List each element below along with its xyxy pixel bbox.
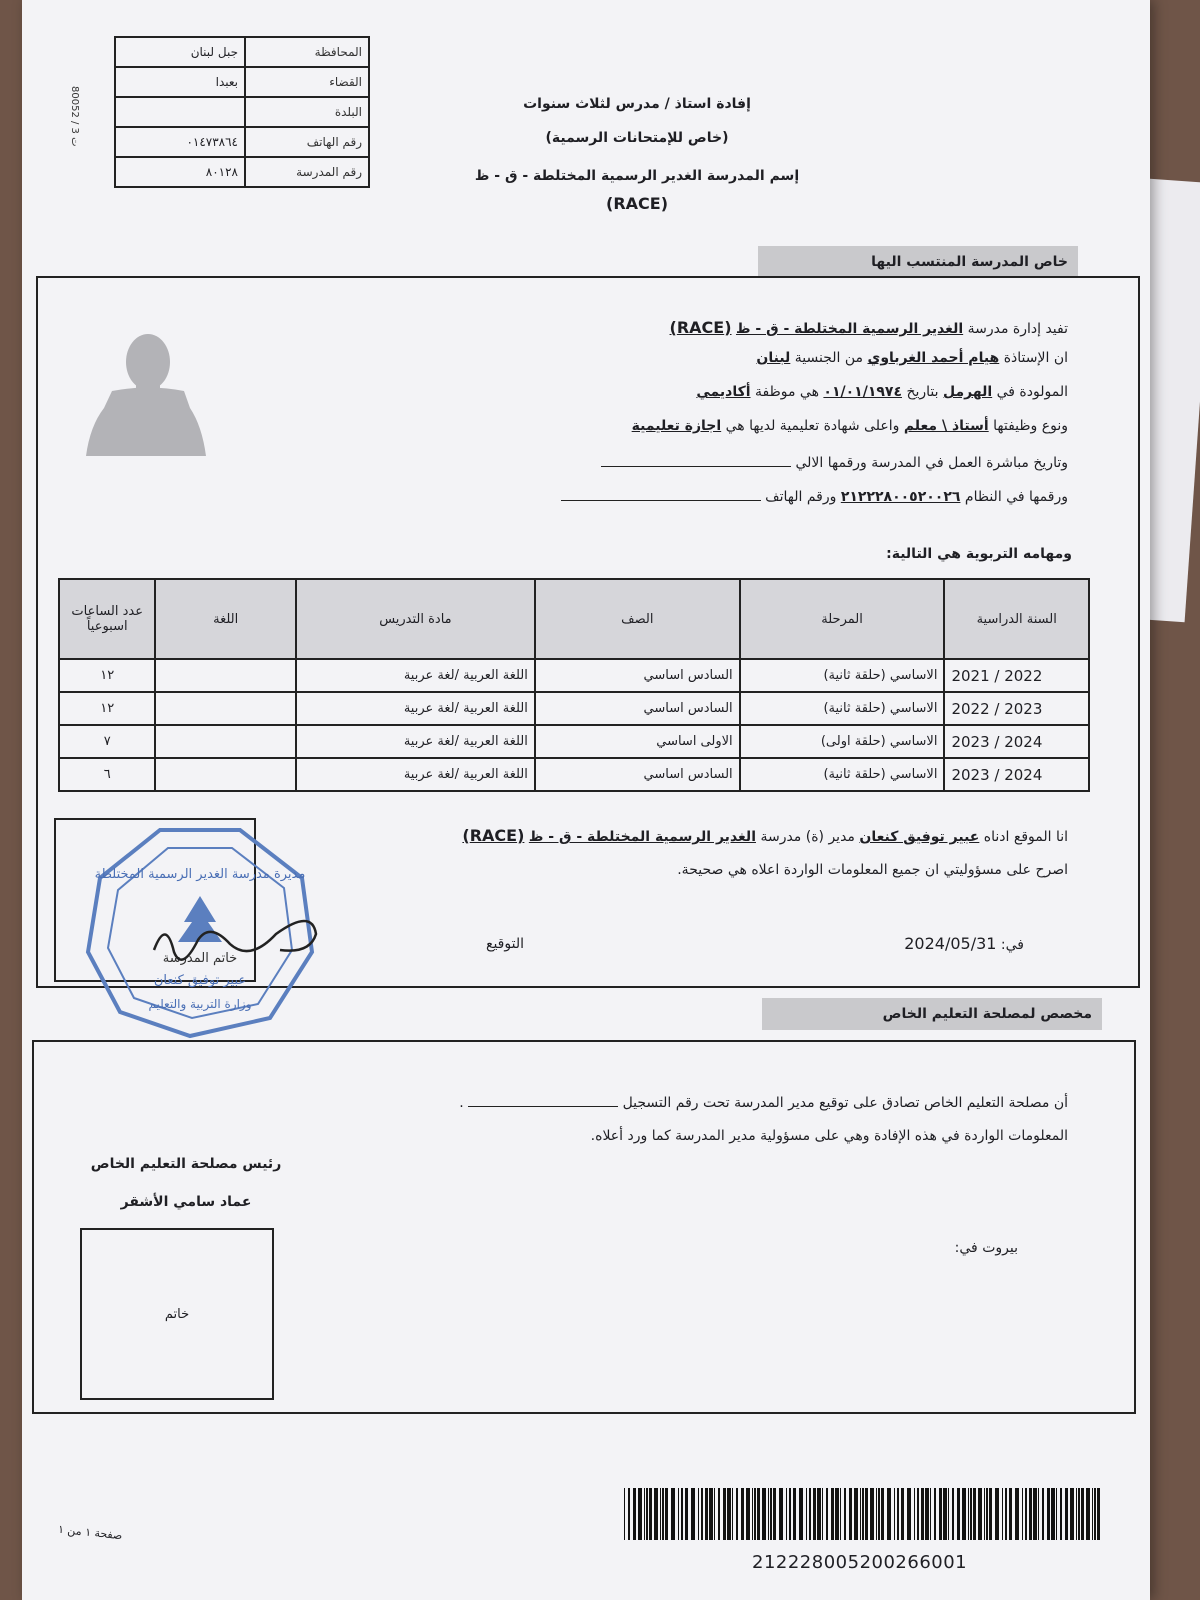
side-code: 80052 / 3 ت — [69, 86, 80, 147]
barcode-bar — [757, 1488, 760, 1540]
header-school: إسم المدرسة الغدير الرسمية المختلطة - ق - ظ — [474, 168, 800, 184]
statement-line-4: ونوع وظيفتها أستاذ \ معلم واعلى شهادة تعليمية لديها هي اجازة تعليمية — [631, 418, 1068, 434]
statement-line-6: ورقمها في النظام ٢١٢٢٢٨٠٠٥٢٠٠٢٦ ورقم الهاتف — [561, 486, 1068, 505]
barcode-bar — [1070, 1488, 1074, 1540]
barcode-bar — [1025, 1488, 1027, 1540]
table-cell: اللغة العربية /لغة عربية — [296, 692, 535, 725]
barcode-bar — [741, 1488, 744, 1540]
barcode-bar — [1081, 1488, 1084, 1540]
barcode — [624, 1488, 1104, 1540]
barcode-bar — [1015, 1488, 1019, 1540]
table-cell: الاساسي (حلقة ثانية) — [740, 758, 945, 791]
barcode-bar — [939, 1488, 942, 1540]
barcode-bar — [1022, 1488, 1023, 1540]
barcode-bar — [633, 1488, 636, 1540]
barcode-bar — [1038, 1488, 1039, 1540]
table-header: اللغة — [155, 579, 296, 659]
table-header: مادة التدريس — [296, 579, 535, 659]
info-row — [115, 127, 369, 157]
duties-title: ومهامه التربوية هي التالية: — [886, 546, 1072, 562]
table-cell: اللغة العربية /لغة عربية — [296, 725, 535, 758]
table-cell — [155, 758, 296, 791]
barcode-bar — [705, 1488, 708, 1540]
barcode-bar — [921, 1488, 924, 1540]
barcode-bar — [840, 1488, 841, 1540]
barcode-bar — [685, 1488, 688, 1540]
table-cell: الاساسي (حلقة ثانية) — [740, 659, 945, 692]
barcode-bar — [957, 1488, 960, 1540]
barcode-bar — [681, 1488, 683, 1540]
barcode-bar — [773, 1488, 776, 1540]
declaration-line-2: اصرح على مسؤوليتي ان جميع المعلومات الواردة اعلاه هي صحيحة. — [677, 862, 1068, 878]
barcode-bar — [1060, 1488, 1062, 1540]
barcode-bar — [665, 1488, 668, 1540]
barcode-bar — [701, 1488, 703, 1540]
table-cell: الاولى اساسي — [535, 725, 740, 758]
barcode-bar — [649, 1488, 652, 1540]
barcode-bar — [865, 1488, 868, 1540]
barcode-bar — [813, 1488, 816, 1540]
barcode-bar — [732, 1488, 733, 1540]
barcode-bar — [1092, 1488, 1093, 1540]
barcode-bar — [1047, 1488, 1050, 1540]
barcode-bar — [789, 1488, 791, 1540]
barcode-bar — [1042, 1488, 1044, 1540]
barcode-bar — [849, 1488, 852, 1540]
barcode-bar — [925, 1488, 929, 1540]
info-row — [115, 67, 369, 97]
stamp-bottom-text: وزارة التربية والتعليم — [148, 997, 252, 1011]
barcode-bar — [768, 1488, 769, 1540]
barcode-bar — [746, 1488, 750, 1540]
barcode-bar — [709, 1488, 713, 1540]
barcode-bar — [835, 1488, 839, 1540]
barcode-bar — [1097, 1488, 1100, 1540]
barcode-bar — [736, 1488, 738, 1540]
approval-line-2: المعلومات الواردة في هذه الإفادة وهي على مسؤولية مدير المدرسة كما ورد أعلاه. — [590, 1128, 1068, 1144]
table-cell: 2023 / 2024 — [944, 725, 1089, 758]
barcode-bar — [995, 1488, 999, 1540]
barcode-bar — [678, 1488, 679, 1540]
barcode-bar — [973, 1488, 976, 1540]
barcode-bar — [752, 1488, 753, 1540]
barcode-bar — [831, 1488, 834, 1540]
barcode-bar — [646, 1488, 648, 1540]
barcode-bar — [779, 1488, 783, 1540]
barcode-bar — [986, 1488, 988, 1540]
info-value: جبل لبنان — [115, 37, 245, 67]
barcode-bar — [1009, 1488, 1012, 1540]
barcode-bar — [799, 1488, 803, 1540]
table-cell: اللغة العربية /لغة عربية — [296, 758, 535, 791]
head-name: عماد سامي الأشقر — [120, 1194, 252, 1210]
info-label: رقم المدرسة — [245, 157, 369, 187]
table-cell: ٧ — [59, 725, 155, 758]
table-header: عدد الساعات اسبوعياً — [59, 579, 155, 659]
photo-placeholder — [82, 316, 212, 456]
seal-label: خاتم — [164, 1306, 190, 1322]
barcode-bar — [786, 1488, 787, 1540]
barcode-bar — [952, 1488, 954, 1540]
barcode-bar — [1051, 1488, 1055, 1540]
barcode-bar — [727, 1488, 731, 1540]
table-cell: السادس اساسي — [535, 659, 740, 692]
barcode-bar — [671, 1488, 675, 1540]
header-title: إفادة استاذ / مدرس لثلاث سنوات — [523, 96, 751, 112]
barcode-bar — [1029, 1488, 1032, 1540]
info-value — [115, 97, 245, 127]
barcode-bar — [628, 1488, 630, 1540]
table-cell: ٦ — [59, 758, 155, 791]
table-cell: السادس اساسي — [535, 758, 740, 791]
barcode-bar — [876, 1488, 877, 1540]
declaration-date: في: 2024/05/31 — [904, 934, 1024, 953]
barcode-bar — [894, 1488, 895, 1540]
stamp-center-text: خاتم المدرسة — [162, 951, 238, 966]
table-cell — [155, 692, 296, 725]
table-row — [59, 659, 1089, 692]
barcode-bar — [962, 1488, 966, 1540]
barcode-bar — [917, 1488, 919, 1540]
school-stamp — [80, 822, 320, 1042]
info-label: المحافظة — [245, 37, 369, 67]
barcode-bar — [793, 1488, 796, 1540]
table-cell: اللغة العربية /لغة عربية — [296, 659, 535, 692]
barcode-bar — [881, 1488, 884, 1540]
barcode-bar — [1033, 1488, 1037, 1540]
barcode-bar — [809, 1488, 811, 1540]
barcode-bar — [806, 1488, 807, 1540]
barcode-bar — [887, 1488, 891, 1540]
info-label: رقم الهاتف — [245, 127, 369, 157]
info-row — [115, 157, 369, 187]
barcode-bar — [854, 1488, 858, 1540]
barcode-bar — [1056, 1488, 1057, 1540]
declaration-line-1: انا الموقع ادناه عبير توفيق كنعان مدير (ة) مدرسة الغدير الرسمية المختلطة - ق - ظ (RACE) — [462, 826, 1068, 845]
table-cell: 2022 / 2023 — [944, 692, 1089, 725]
head-title: رئيس مصلحة التعليم الخاص — [90, 1156, 282, 1172]
table-cell: ١٢ — [59, 659, 155, 692]
barcode-bar — [901, 1488, 904, 1540]
barcode-bar — [862, 1488, 864, 1540]
barcode-bar — [638, 1488, 642, 1540]
table-cell — [155, 659, 296, 692]
barcode-bar — [914, 1488, 915, 1540]
barcode-bar — [817, 1488, 821, 1540]
barcode-bar — [624, 1488, 625, 1540]
info-row — [115, 37, 369, 67]
barcode-bar — [1065, 1488, 1068, 1540]
barcode-bar — [878, 1488, 880, 1540]
section-school-bar: خاص المدرسة المنتسب اليها — [758, 246, 1078, 278]
city-date-label: بيروت في: — [954, 1240, 1018, 1256]
barcode-bar — [897, 1488, 899, 1540]
signature-label: التوقيع — [486, 936, 524, 952]
duties-table — [58, 578, 1090, 792]
barcode-bar — [968, 1488, 969, 1540]
barcode-bar — [754, 1488, 756, 1540]
barcode-bar — [660, 1488, 661, 1540]
barcode-bar — [826, 1488, 828, 1540]
barcode-bar — [978, 1488, 982, 1540]
info-value: ٠١٤٧٣٨٦٤ — [115, 127, 245, 157]
header-subtitle: (خاص للإمتحانات الرسمية) — [545, 130, 729, 146]
barcode-bar — [870, 1488, 874, 1540]
barcode-bar — [723, 1488, 726, 1540]
barcode-bar — [1078, 1488, 1080, 1540]
barcode-bar — [718, 1488, 720, 1540]
barcode-bar — [770, 1488, 772, 1540]
barcode-bar — [1094, 1488, 1096, 1540]
barcode-bar — [822, 1488, 823, 1540]
barcode-bar — [1002, 1488, 1003, 1540]
info-label: البلدة — [245, 97, 369, 127]
barcode-bar — [989, 1488, 992, 1540]
table-header: الصف — [535, 579, 740, 659]
statement-line-3: المولودة في الهرمل بتاريخ ٠١/٠١/١٩٧٤ هي موظفة أكاديمي — [696, 384, 1068, 400]
table-cell: 2023 / 2024 — [944, 758, 1089, 791]
barcode-bar — [844, 1488, 846, 1540]
stamp-name-text: عبير توفيق كنعان — [153, 973, 247, 988]
barcode-bar — [714, 1488, 715, 1540]
table-cell: الاساسي (حلقة اولى) — [740, 725, 945, 758]
table-cell: ١٢ — [59, 692, 155, 725]
info-box — [114, 36, 370, 188]
barcode-bar — [644, 1488, 645, 1540]
document-page — [22, 0, 1150, 1600]
barcode-bar — [970, 1488, 972, 1540]
approval-line-1: أن مصلحة التعليم الخاص تصادق على توقيع مدير المدرسة تحت رقم التسجيل . — [459, 1092, 1068, 1111]
barcode-bar — [662, 1488, 664, 1540]
statement-line-1: تفيد إدارة مدرسة الغدير الرسمية المختلطة - ق - ظ (RACE) — [669, 318, 1068, 337]
barcode-bar — [907, 1488, 911, 1540]
table-row — [59, 725, 1089, 758]
barcode-bar — [1086, 1488, 1090, 1540]
table-cell — [155, 725, 296, 758]
table-row — [59, 692, 1089, 725]
header-race: (RACE) — [606, 194, 668, 213]
seal-box — [80, 1228, 274, 1400]
table-row — [59, 758, 1089, 791]
barcode-bar — [984, 1488, 985, 1540]
statement-line-2: ان الإستاذة هيام أحمد الغرباوي من الجنسية لبنان — [756, 350, 1068, 366]
barcode-bar — [654, 1488, 658, 1540]
stamp-top-text: مديرة مدرسة الغدير الرسمية المختلطة — [94, 867, 306, 882]
info-row — [115, 97, 369, 127]
barcode-bar — [860, 1488, 861, 1540]
barcode-bar — [1076, 1488, 1077, 1540]
table-header: المرحلة — [740, 579, 945, 659]
section-private-bar: مخصص لمصلحة التعليم الخاص — [762, 998, 1102, 1030]
barcode-bar — [691, 1488, 695, 1540]
barcode-bar — [762, 1488, 766, 1540]
info-value: بعبدا — [115, 67, 245, 97]
table-cell: 2021 / 2022 — [944, 659, 1089, 692]
statement-line-5: وتاريخ مباشرة العمل في المدرسة ورقمها الالي — [601, 452, 1068, 471]
barcode-bar — [930, 1488, 931, 1540]
barcode-bar — [934, 1488, 936, 1540]
info-label: القضاء — [245, 67, 369, 97]
barcode-bar — [698, 1488, 699, 1540]
page-number: صفحة ١ من ١ — [57, 1522, 124, 1543]
info-value: ٨٠١٢٨ — [115, 157, 245, 187]
table-header: السنة الدراسية — [944, 579, 1089, 659]
barcode-bar — [948, 1488, 949, 1540]
table-cell: الاساسي (حلقة ثانية) — [740, 692, 945, 725]
barcode-bar — [943, 1488, 947, 1540]
barcode-number: 212228005200266001 — [752, 1552, 968, 1573]
barcode-bar — [1005, 1488, 1007, 1540]
table-cell: السادس اساسي — [535, 692, 740, 725]
